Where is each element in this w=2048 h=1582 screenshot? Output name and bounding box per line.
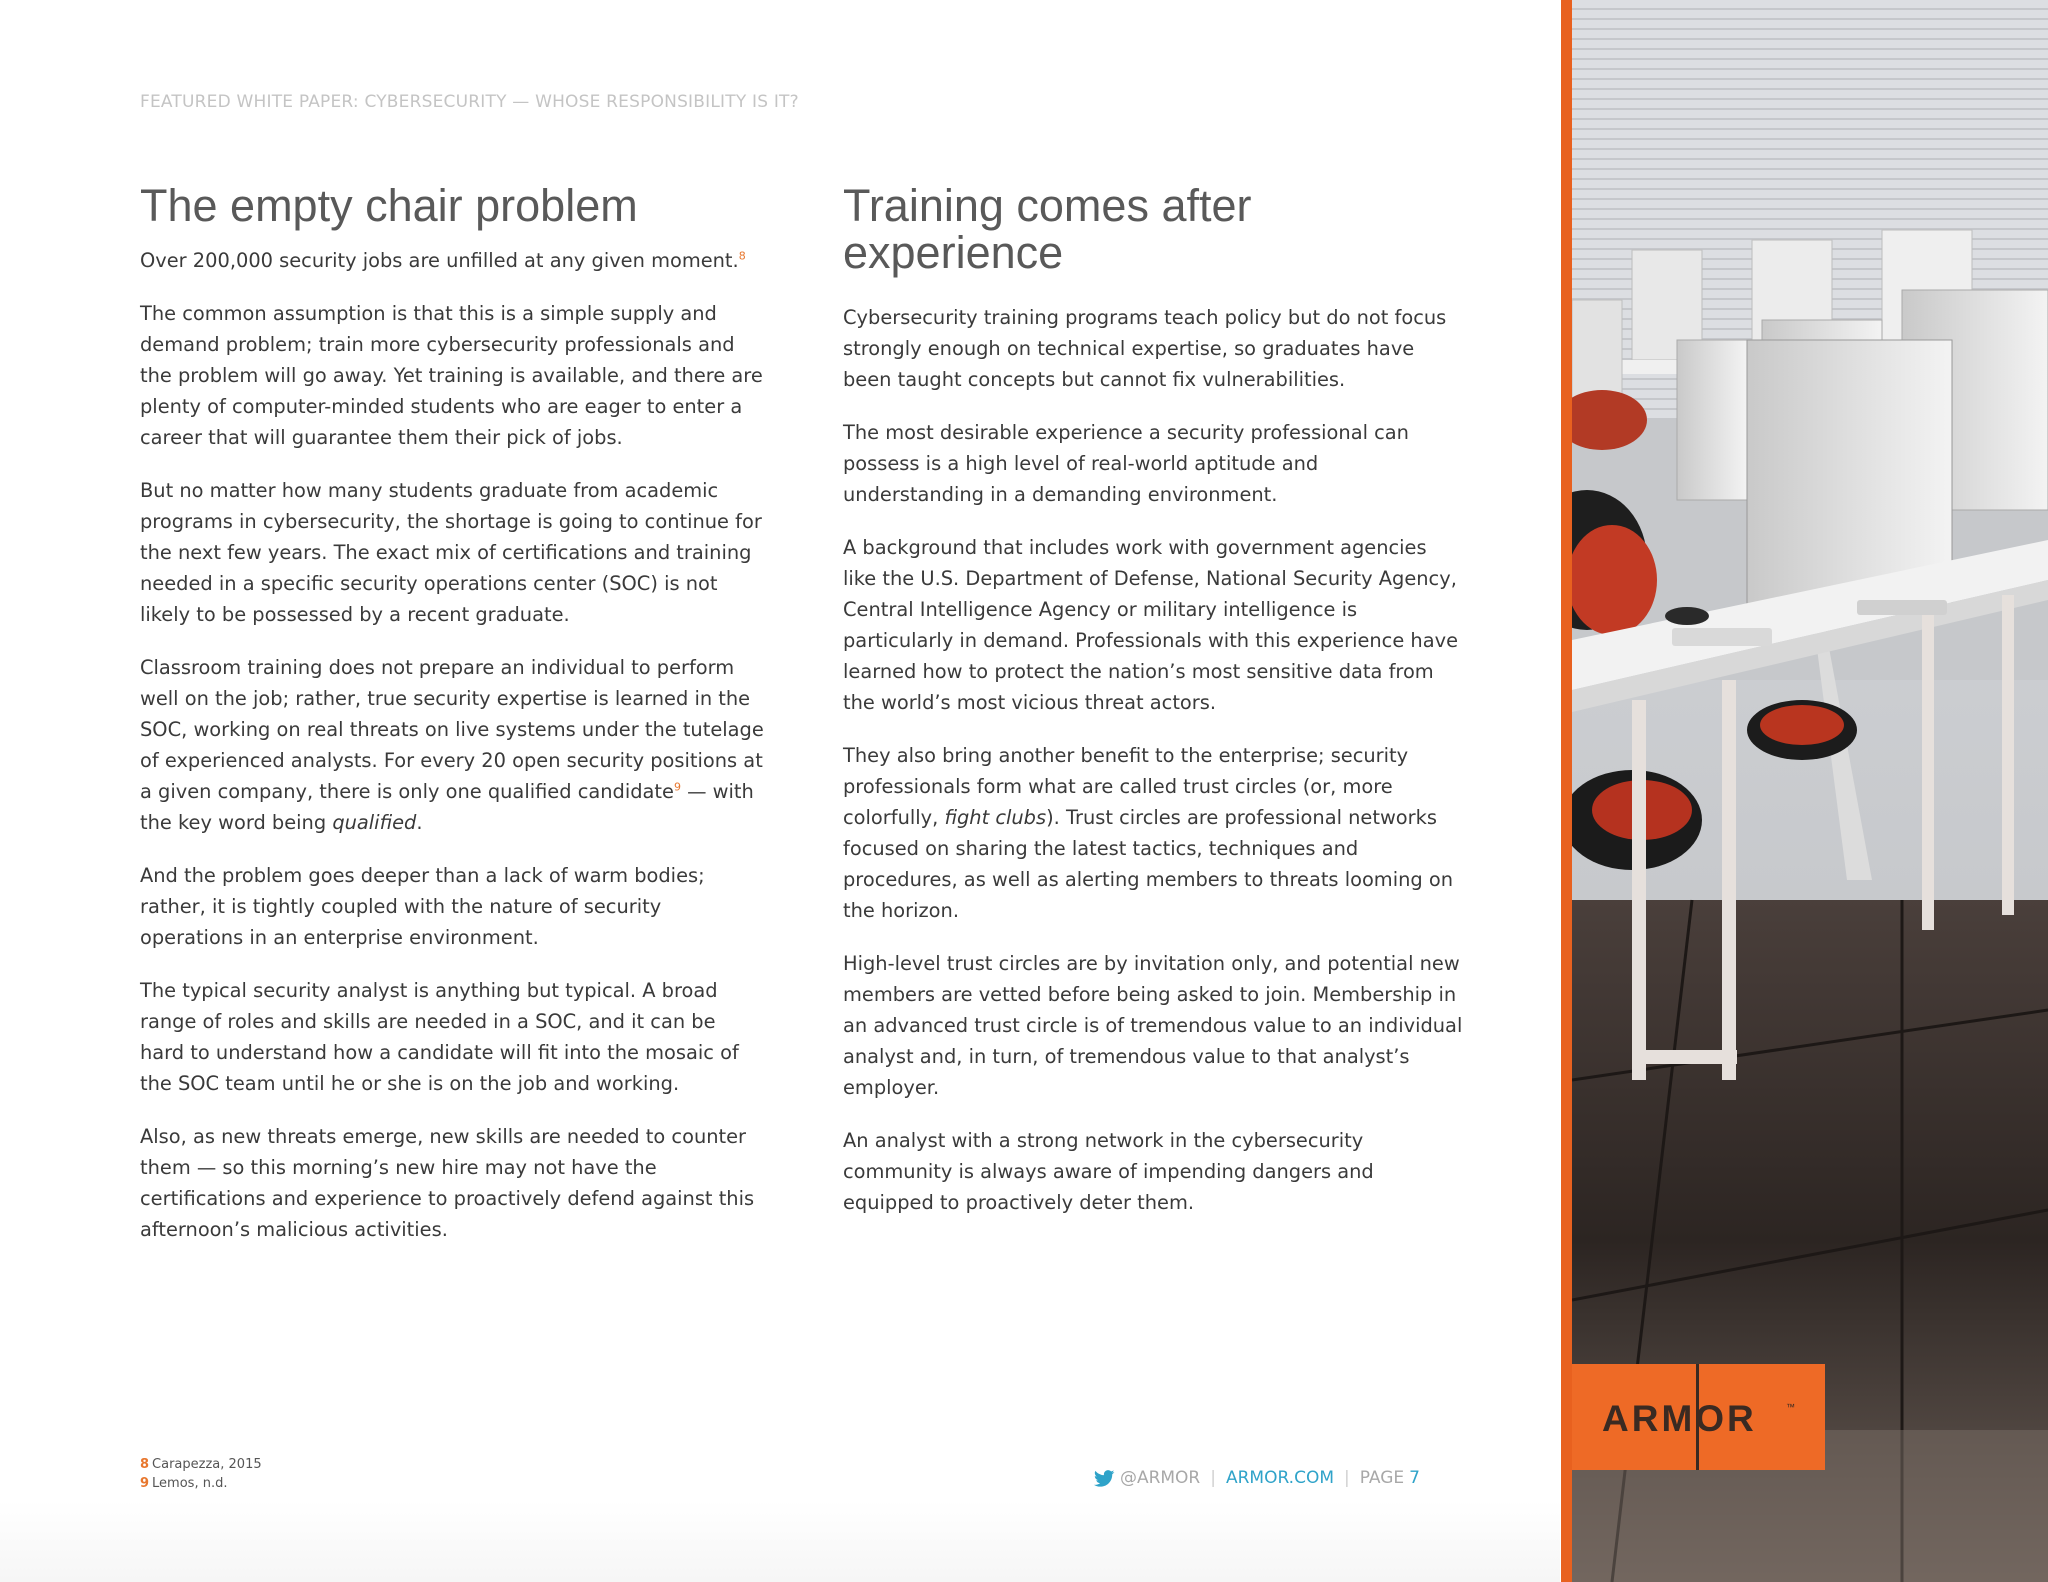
website-link[interactable]: ARMOR.COM — [1225, 1468, 1335, 1488]
footnotes — [140, 1455, 262, 1493]
heading-line: Training comes after — [843, 180, 1252, 231]
emphasis-text: fight clubs — [944, 806, 1047, 829]
running-header: FEATURED WHITE PAPER: CYBERSECURITY — WHOSE RESPONSIBILITY IS IT? — [140, 92, 799, 112]
footnote-text: Carapezza, 2015 — [152, 1457, 262, 1472]
page-label: PAGE — [1359, 1468, 1405, 1488]
footnote-ref-9[interactable]: 9 — [673, 780, 681, 794]
body-paragraph: But no matter how many students graduate from academic programs in cybersecurity, the shortage is going to continue for the next few years. The exact mix of certifications and training needed in a specific security operations center (SOC) is not likely to be possessed by a recent graduate. — [140, 479, 762, 626]
body-text: They also bring another benefit to the enterprise; security professionals form what are called trust circles (or, more colorfully, — [843, 744, 1409, 829]
page-number: 7 — [1409, 1468, 1420, 1488]
section-heading-training — [843, 182, 1463, 276]
body-paragraph: The typical security analyst is anything but typical. A broad range of roles and skills are needed in a SOC, and it can be hard to understand how a candidate will fit into the mosaic of the SOC team until he or she is on the job and working. — [140, 979, 739, 1095]
left-column — [140, 180, 765, 1267]
logo-wordmark: ARMOR — [1602, 1398, 1757, 1439]
twitter-handle-link[interactable]: @ARMOR — [1119, 1468, 1201, 1488]
footnote-number: 8 — [140, 1457, 150, 1472]
heading-line: experience — [843, 227, 1064, 278]
right-column — [843, 180, 1463, 1240]
page-bottom-shade — [0, 1500, 1560, 1582]
footnote-ref-8[interactable]: 8 — [738, 249, 746, 263]
body-paragraph: A background that includes work with government agencies like the U.S. Department of Defense, National Security Agency, Central Intelligence Agency or military intelligence is particularly in demand. Professionals with this experience have learned how to protect the nation’s most sensitive data from the world’s most vicious threat actors. — [843, 536, 1459, 714]
body-text: ). Trust circles are professional networks focused on sharing the latest tactics, techniques and procedures, as well as alerting members to threats looming on the horizon. — [843, 806, 1453, 922]
body-text: . — [416, 811, 423, 834]
twitter-bird-icon[interactable] — [1094, 1470, 1115, 1487]
body-paragraph — [843, 740, 1463, 926]
footnote-item — [140, 1474, 262, 1493]
body-paragraph: The most desirable experience a security professional can possess is a high level of real-world aptitude and understanding in a demanding environment. — [843, 421, 1409, 506]
office-workstations-photo — [1572, 0, 2048, 1582]
armor-logo — [1572, 1364, 1825, 1470]
emphasis-text: qualified — [332, 811, 417, 834]
footnote-item — [140, 1455, 262, 1474]
page-footer — [1085, 1468, 1420, 1488]
body-paragraph: Also, as new threats emerge, new skills are needed to counter them — so this morning’s new hire may not have the certifications and experience to proactively defend against this afternoon’s malicious activities. — [140, 1125, 755, 1241]
logo-trademark: ™ — [1786, 1402, 1795, 1412]
body-text: — with the key word being — [140, 780, 754, 834]
body-text: Classroom training does not prepare an individual to perform well on the job; rather, true security expertise is learned in the SOC, working on real threats on live systems under the tutelage of experienced analysts. For every 20 open security positions at a given company, there is only one qualified candidate — [140, 656, 764, 803]
lead-text: Over 200,000 security jobs are unfilled at any given moment. — [140, 249, 739, 272]
footnote-text: Lemos, n.d. — [152, 1476, 228, 1491]
section-heading-empty-chair: The empty chair problem — [140, 180, 638, 231]
orange-accent-stripe — [1561, 0, 1572, 1582]
footnote-number: 9 — [140, 1476, 150, 1491]
body-paragraph — [140, 652, 765, 838]
footer-separator: | — [1344, 1468, 1350, 1488]
body-paragraph: The common assumption is that this is a simple supply and demand problem; train more cybersecurity professionals and the problem will go away. Yet training is available, and there are plenty of computer-minded students who are eager to enter a career that will guarantee them their pick of jobs. — [140, 302, 763, 449]
body-paragraph: An analyst with a strong network in the cybersecurity community is always aware of impending dangers and equipped to proactively deter them. — [843, 1129, 1374, 1214]
lead-paragraph — [140, 245, 765, 276]
body-paragraph: And the problem goes deeper than a lack of warm bodies; rather, it is tightly coupled with the nature of security operations in an enterprise environment. — [140, 864, 705, 949]
footer-separator: | — [1210, 1468, 1216, 1488]
body-paragraph: Cybersecurity training programs teach policy but do not focus strongly enough on technical expertise, so graduates have been taught concepts but cannot fix vulnerabilities. — [843, 306, 1447, 391]
body-paragraph: High-level trust circles are by invitation only, and potential new members are vetted before being asked to join. Membership in an advanced trust circle is of tremendous value to an individual analyst and, in turn, of tremendous value to that analyst’s employer. — [843, 952, 1463, 1099]
